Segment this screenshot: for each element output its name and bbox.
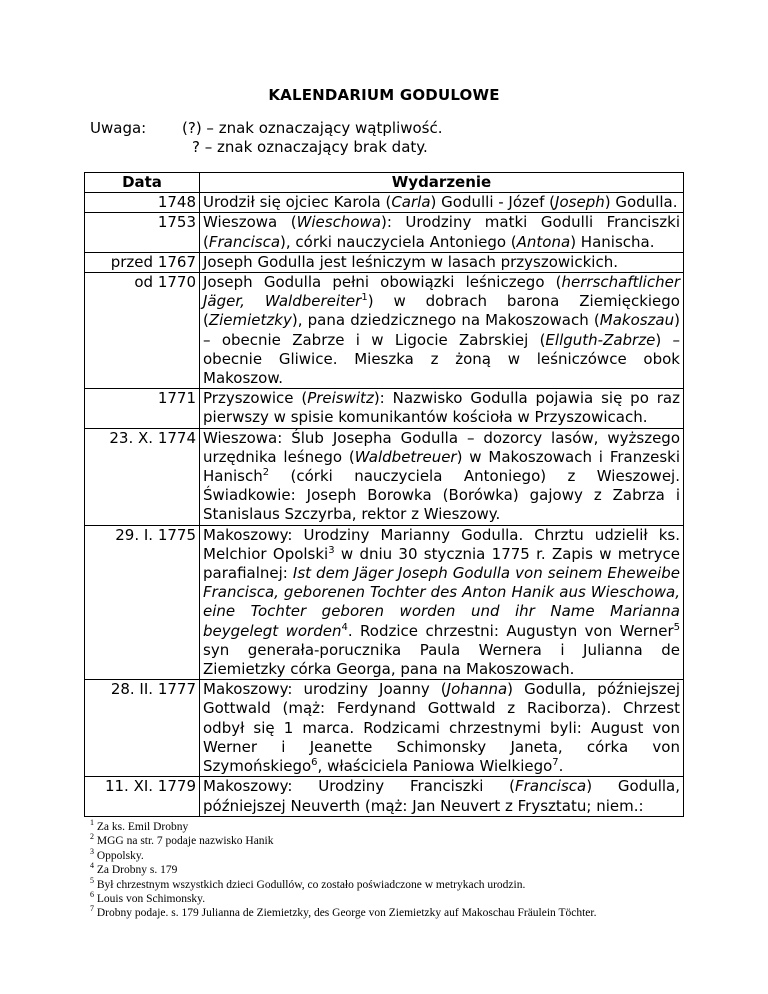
footnote-ref: 2 bbox=[262, 467, 270, 479]
event-text: ) w dobrach barona Ziemięckiego ( bbox=[203, 292, 680, 330]
event-text: (córki nauczyciela Antoniego) z Wieszowej. Świadkowie: Joseph Borowka (Borówka) gajowy z Zabrza i Stanislaus Szczyrba, rektor z Wieszowy. bbox=[203, 467, 680, 524]
event-date: przed 1767 bbox=[85, 252, 200, 272]
table-row bbox=[85, 525, 684, 680]
footnote-text: Drobny podaje. s. 179 Julianna de Ziemietzky, des George von Ziemietzky auf Makoschau Fräulein Töchter. bbox=[96, 907, 597, 920]
note-line-nodate: ? – znak oznaczający brak daty. bbox=[192, 138, 428, 156]
footnote-ref: 4 bbox=[341, 621, 348, 633]
italic-term: Carla bbox=[391, 193, 431, 212]
table-row bbox=[85, 273, 684, 389]
event-text: ) – obecnie Gliwice. Mieszka z żoną w leśniczówce obok Makoszow. bbox=[203, 330, 680, 388]
footnote-number: 2 bbox=[90, 832, 94, 842]
italic-term: Wieschowa bbox=[296, 213, 381, 232]
footnote-text: Za Drobny s. 179 bbox=[96, 864, 178, 877]
italic-term: Francisca bbox=[208, 232, 281, 251]
event-text: ) w Makoszowach i Franzeski Hanisch bbox=[203, 447, 680, 486]
event-date: 29. I. 1775 bbox=[85, 525, 200, 680]
table-row bbox=[85, 428, 684, 525]
event-text: ) Godulla, późniejszej Neuverth (mąż: Jan Neuvert z Frysztatu; niem.: bbox=[203, 777, 680, 815]
footnote-number: 4 bbox=[90, 861, 94, 871]
footnote-number: 5 bbox=[90, 875, 94, 885]
footnote-text: Za ks. Emil Drobny bbox=[96, 821, 189, 833]
event-text: Przyszowice ( bbox=[203, 389, 308, 408]
event-text: ) Godulli - Józef ( bbox=[430, 193, 556, 212]
event-description bbox=[200, 193, 684, 213]
event-text: Makoszowy: Urodziny Franciszki ( bbox=[203, 777, 516, 796]
footnote-ref: 1 bbox=[361, 292, 368, 304]
calendar-table bbox=[84, 172, 684, 817]
italic-term: Makoszau bbox=[599, 311, 675, 330]
event-text: , właściciela Paniowa Wielkiego bbox=[317, 757, 553, 776]
footnote bbox=[90, 906, 596, 920]
event-description bbox=[200, 680, 684, 777]
footnote bbox=[90, 846, 596, 863]
italic-term: herrschaftlicher Jäger, Waldbereiter bbox=[203, 273, 680, 311]
table-row bbox=[85, 213, 684, 252]
calendar-body bbox=[85, 193, 684, 817]
event-text: . Rodzice chrzestni: Augustyn von Werner bbox=[347, 621, 674, 640]
footnote-ref: 3 bbox=[328, 544, 335, 556]
event-text: ): Urodziny matki Godulli Franciszki ( bbox=[203, 213, 680, 251]
table-row bbox=[85, 777, 684, 816]
event-date: 11. XI. 1779 bbox=[85, 777, 200, 816]
event-description bbox=[200, 428, 684, 525]
footnote-ref: 6 bbox=[311, 757, 318, 769]
event-text: syn generała-porucznika Paula Wernera i Julianna de Ziemietzky córka Georga, pana na Makoszowach. bbox=[203, 640, 680, 679]
event-text: w dniu 30 stycznia 1775 r. Zapis w metryce parafialnej: bbox=[203, 544, 680, 583]
event-date: 23. X. 1774 bbox=[85, 428, 200, 525]
footnote-ref: 7 bbox=[552, 757, 559, 769]
footnote-text: Louis von Schimonsky. bbox=[96, 893, 206, 906]
event-text: ) Hanischa. bbox=[570, 232, 655, 251]
document-title: KALENDARIUM GODULOWE bbox=[268, 86, 500, 104]
footnote-number: 6 bbox=[90, 890, 94, 900]
event-text: Joseph Godulla pełni obowiązki leśniczego ( bbox=[203, 273, 562, 292]
event-date: od 1770 bbox=[85, 273, 200, 389]
event-date: 1771 bbox=[85, 389, 200, 428]
table-row bbox=[85, 389, 684, 428]
event-text: ): Nazwisko Godulla pojawia się po raz pierwszy w spisie komunikantów kościoła w Przyszowicach. bbox=[203, 389, 680, 427]
italic-term: Ellguth-Zabrze bbox=[545, 330, 656, 349]
table-row bbox=[85, 252, 684, 272]
footnote bbox=[90, 892, 596, 906]
event-description bbox=[200, 525, 684, 680]
table-row bbox=[85, 680, 684, 777]
event-text: Makoszowy: urodziny Joanny ( bbox=[203, 680, 447, 699]
event-text: Wieszowa ( bbox=[203, 213, 297, 232]
footnote-text: Był chrzestnym wszystkich dzieci Godullów, co zostało poświadczone w metrykach urodzin. bbox=[96, 878, 526, 891]
event-description bbox=[200, 777, 684, 816]
event-text: Urodził się ojciec Karola ( bbox=[203, 193, 392, 212]
italic-term: Johanna bbox=[446, 680, 508, 699]
italic-term: Ziemietzky bbox=[208, 311, 292, 330]
footnote-number: 3 bbox=[90, 846, 94, 856]
table-row bbox=[85, 193, 684, 213]
event-description bbox=[200, 252, 684, 272]
event-description bbox=[200, 273, 684, 389]
event-text: Wieszowa: Ślub Josepha Godulla – dozorcy lasów, wyższego urzędnika leśnego ( bbox=[203, 428, 680, 466]
event-description bbox=[200, 213, 684, 252]
italic-term: Preiswitz bbox=[307, 389, 374, 408]
event-text: . bbox=[558, 757, 564, 776]
event-date: 1753 bbox=[85, 213, 200, 252]
footnote bbox=[90, 863, 596, 877]
italic-term: Ist dem Jäger Joseph Godulla von seinem Eheweibe Francisca, geborenen Tochter des Anton Hanik aus Wieschowa, eine Tochter geboren worden und ihr Name Marianna beygelegt worden bbox=[203, 564, 680, 640]
header-event: Wydarzenie bbox=[200, 173, 684, 193]
footnote-text: Oppolsky. bbox=[96, 849, 144, 862]
event-text: ) Godulla. bbox=[604, 193, 678, 212]
footnote-number: 1 bbox=[90, 818, 94, 828]
event-date: 1748 bbox=[85, 193, 200, 213]
italic-term: Waldbetreuer bbox=[354, 447, 457, 466]
event-text: ), pana dziedzicznego na Makoszowach ( bbox=[291, 311, 600, 330]
footnotes bbox=[90, 820, 596, 921]
footnote bbox=[90, 834, 596, 848]
footnote-number: 7 bbox=[90, 904, 94, 914]
footnote-separator bbox=[90, 816, 282, 817]
footnote-ref: 5 bbox=[673, 621, 680, 633]
event-text: ), córki nauczyciela Antoniego ( bbox=[280, 232, 517, 251]
event-text: ) Godulla, późniejszej Gottwald (mąż: Ferdynand Gottwald z Raciborza). Chrzest odbył się 1 marca. Rodzicami chrzestnymi byli: August von Werner i Jeanette Schimonsky Janeta, córka von Szymońskiego bbox=[203, 680, 680, 776]
header-date: Data bbox=[85, 173, 200, 193]
event-date: 28. II. 1777 bbox=[85, 680, 200, 777]
italic-term: Antona bbox=[516, 232, 571, 251]
event-text: ) – obecnie Zabrze i w Ligocie Zabrskiej ( bbox=[203, 311, 680, 349]
italic-term: Joseph bbox=[555, 193, 605, 212]
table-header-row bbox=[85, 173, 684, 193]
note-label: Uwaga: bbox=[90, 119, 147, 137]
footnote-text: MGG na str. 7 podaje nazwisko Hanik bbox=[96, 835, 274, 848]
footnote bbox=[90, 820, 596, 834]
italic-term: Francisca bbox=[515, 777, 587, 796]
event-description bbox=[200, 389, 684, 428]
footnote bbox=[90, 875, 596, 892]
event-text: Joseph Godulla jest leśniczym w lasach przyszowickich. bbox=[203, 252, 618, 271]
note-line-uncertain: (?) – znak oznaczający wątpliwość. bbox=[182, 119, 443, 137]
event-text: Makoszowy: Urodziny Marianny Godulla. Chrztu udzielił ks. Melchior Opolski bbox=[203, 525, 680, 563]
